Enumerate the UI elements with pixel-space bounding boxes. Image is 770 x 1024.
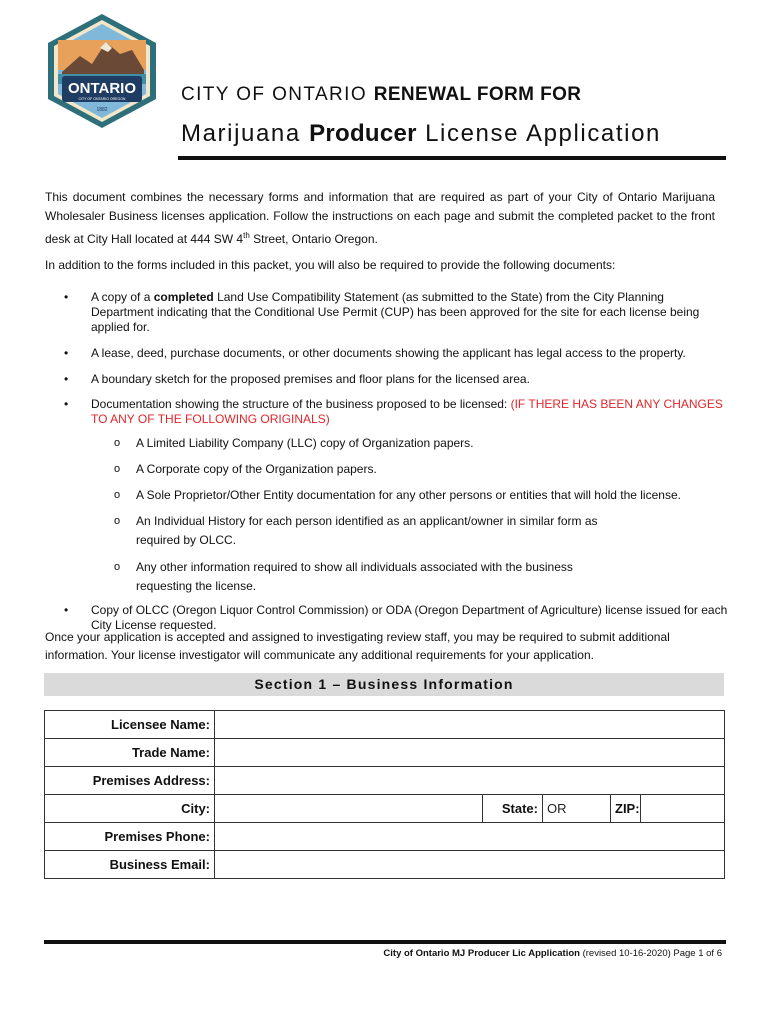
post-list-paragraph: Once your application is accepted and assigned to investigating review staff, you may be required to submit additional information. Your license investigator will communicate any additional requirements for your application.	[45, 630, 670, 662]
bullet-icon: •	[64, 346, 69, 360]
intro-text-end: Street, Ontario Oregon.	[249, 232, 378, 246]
logo-name: ONTARIO	[67, 80, 137, 97]
premises-phone-label: Premises Phone:	[45, 823, 215, 851]
sub-item-text: An Individual History for each person identified as an applicant/owner in similar form as required by OLCC.	[136, 514, 598, 547]
footer-doc-name: City of Ontario MJ Producer Lic Application	[383, 948, 580, 959]
zip-field[interactable]	[641, 795, 725, 823]
title-divider	[178, 156, 726, 160]
premises-address-field[interactable]	[215, 767, 725, 795]
form-title-line2	[181, 120, 661, 148]
city-logo	[40, 12, 164, 130]
bullet-icon: •	[64, 397, 69, 411]
title-bold: RENEWAL FORM FOR	[373, 84, 582, 105]
title-part-a: Marijuana	[181, 120, 310, 147]
bullet-icon: •	[64, 290, 69, 304]
bullet-text: A lease, deed, purchase documents, or other documents showing the applicant has legal access to the property.	[91, 346, 686, 360]
form-title-line1	[181, 84, 581, 106]
licensee-name-label: Licensee Name:	[45, 711, 215, 739]
footer-page-info: (revised 10-16-2020) Page 1 of 6	[579, 948, 722, 959]
table-row	[45, 711, 725, 739]
sub-item-text: A Sole Proprietor/Other Entity documentation for any other persons or entities that will hold the license.	[136, 488, 681, 502]
intro-paragraph	[45, 188, 715, 249]
list-item	[45, 290, 729, 336]
logo-year: 1882	[96, 107, 108, 113]
intro-text: This document combines the necessary forms and information that are required as part of your City of Ontario Marijuana Wholesaler Business licenses application. Follow the instructions on each page and submit the completed packet to the front desk at City Hall located at 444 SW 4	[45, 190, 715, 246]
title-producer: Producer	[309, 120, 417, 147]
title-regular: CITY OF ONTARIO	[181, 84, 374, 105]
logo-tagline: CITY OF ONTARIO OREGON	[78, 97, 126, 101]
licensee-name-field[interactable]	[215, 711, 725, 739]
sub-item-text: A Corporate copy of the Organization papers.	[136, 462, 377, 476]
city-label: City:	[45, 795, 215, 823]
bullet-icon: •	[64, 372, 69, 386]
trade-name-field[interactable]	[215, 739, 725, 767]
circle-bullet-icon: o	[114, 489, 121, 501]
zip-label: ZIP:	[611, 795, 641, 823]
footer-divider	[44, 940, 726, 944]
table-row	[45, 767, 725, 795]
bullet-text: Copy of OLCC (Oregon Liquor Control Commission) or ODA (Oregon Department of Agriculture) license issued for each City License requested.	[91, 603, 728, 632]
bullet-text: A boundary sketch for the proposed premises and floor plans for the licensed area.	[91, 372, 530, 386]
premises-address-label: Premises Address:	[45, 767, 215, 795]
circle-bullet-icon: o	[114, 437, 121, 449]
forms-intro: In addition to the forms included in this packet, you will also be required to provide the following documents:	[45, 258, 616, 272]
circle-bullet-icon: o	[114, 463, 121, 475]
table-row	[45, 851, 725, 879]
bullet-icon: •	[64, 603, 69, 617]
trade-name-label: Trade Name:	[45, 739, 215, 767]
table-row	[45, 823, 725, 851]
business-email-label: Business Email:	[45, 851, 215, 879]
sub-item-text: Any other information required to show all individuals associated with the business requesting the license.	[136, 560, 573, 593]
premises-phone-field[interactable]	[215, 823, 725, 851]
section-header: Section 1 – Business Information	[44, 673, 724, 696]
page-footer	[383, 948, 722, 959]
business-email-field[interactable]	[215, 851, 725, 879]
circle-bullet-icon: o	[114, 515, 121, 527]
bullet-text: Land Use Compatibility Statement (as submitted to the State) from the City Planning Department indicating that the Conditional Use Permit (CUP) has been approved for the site for each license being applied for.	[91, 290, 700, 334]
city-field[interactable]	[215, 795, 483, 823]
changes-note: (IF THERE HAS BEEN ANY CHANGES TO ANY OF THE FOLLOWING ORIGINALS)	[91, 397, 723, 426]
circle-bullet-icon: o	[114, 561, 121, 573]
business-info-table	[44, 710, 725, 879]
title-part-b: License Application	[416, 120, 661, 147]
intro-superscript: th	[243, 231, 250, 240]
table-row	[45, 739, 725, 767]
table-row	[45, 795, 725, 823]
sub-item-text: A Limited Liability Company (LLC) copy of Organization papers.	[136, 436, 474, 450]
state-label: State:	[483, 795, 543, 823]
bullet-text: A copy of a	[91, 290, 154, 304]
bullet-text: Documentation showing the structure of the business proposed to be licensed:	[91, 397, 511, 411]
state-field[interactable]: OR	[543, 795, 611, 823]
bullet-bold: completed	[153, 290, 214, 304]
